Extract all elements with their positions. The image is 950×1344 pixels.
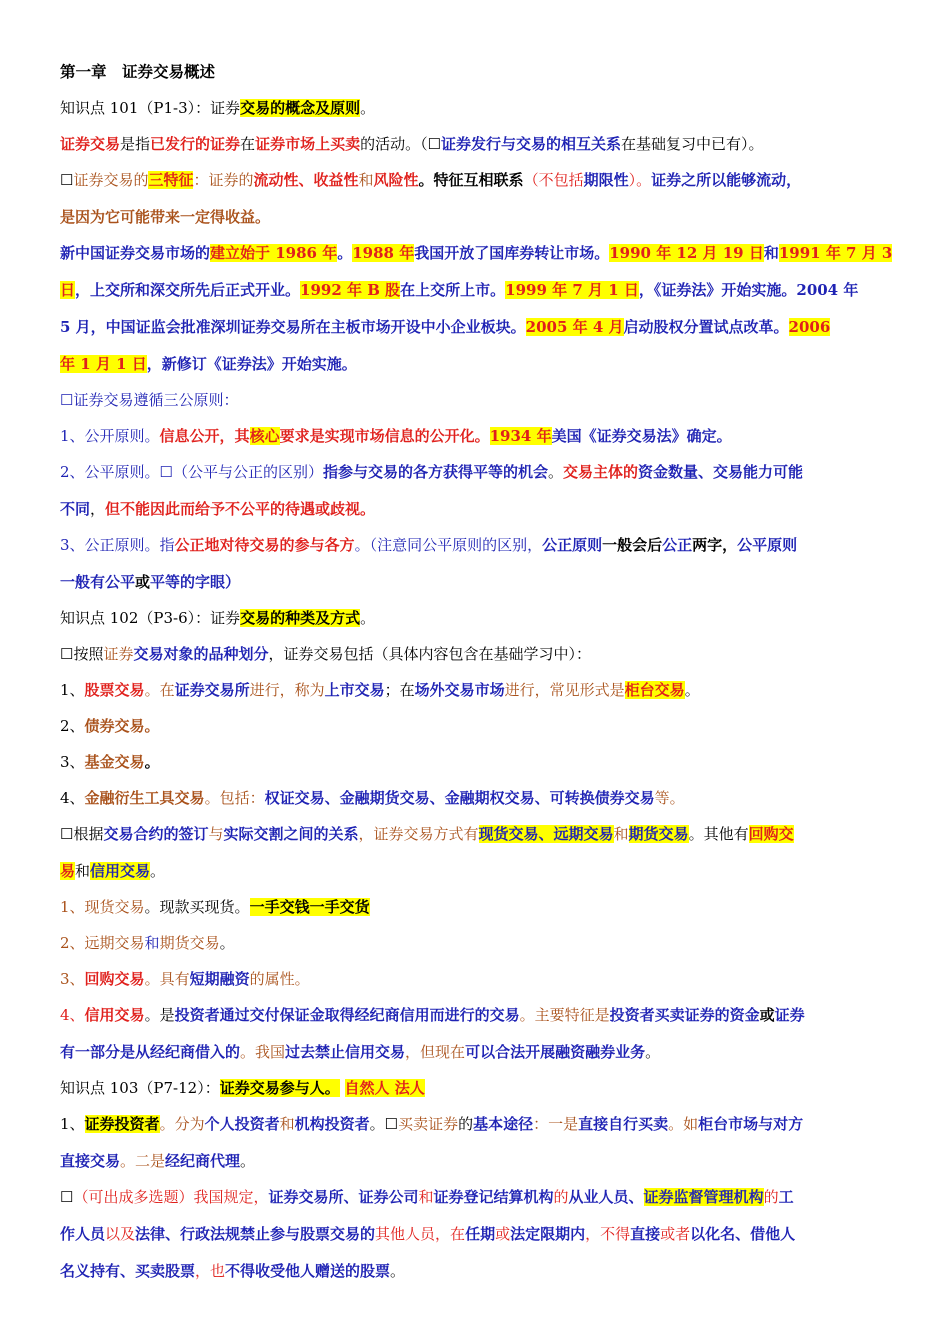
text-run: 场外交易市场	[414, 681, 505, 699]
text-run: 一般有	[60, 573, 106, 591]
highlighted-text: 柜台交易	[624, 681, 685, 699]
text-run: 和	[613, 825, 629, 843]
text-run: 是指	[120, 135, 151, 153]
text-run: 的	[458, 1115, 474, 1133]
text-run: 与	[208, 825, 224, 843]
text-run: 4、	[60, 789, 85, 807]
text-line	[60, 1151, 900, 1171]
text-run: 4、	[60, 1006, 85, 1024]
text-run: 从业人员、	[568, 1188, 644, 1206]
text-run: 证券交易所	[174, 681, 250, 699]
text-run: ，上交所和深交所先后正式开业。	[75, 281, 301, 299]
text-line	[60, 98, 900, 118]
text-run: ；在	[384, 681, 415, 699]
text-run: 经纪商代理	[165, 1152, 241, 1170]
text-run: 1、	[60, 1115, 85, 1133]
text-line	[60, 572, 900, 592]
text-run: 。现款买现货。	[144, 898, 250, 916]
text-line	[60, 317, 900, 337]
text-run: （可出成多选题）我国规定，	[73, 1188, 269, 1206]
text-line	[60, 354, 900, 374]
text-line	[60, 134, 900, 154]
text-line	[60, 1224, 900, 1244]
text-run: 。特征互相联系	[418, 171, 524, 189]
text-run: 两字，	[692, 536, 738, 554]
text-run: 直接交易	[60, 1152, 121, 1170]
text-run: 可以合法开展融资融券业务	[465, 1043, 646, 1061]
text-line	[60, 1114, 900, 1134]
text-line	[60, 680, 900, 700]
text-run: 。☐	[369, 1115, 399, 1133]
text-run: 和	[358, 171, 374, 189]
text-run: 要求是实现市场信息的公开化。	[279, 427, 490, 445]
text-run: 2、	[60, 717, 85, 735]
text-run: 。其他有	[688, 825, 749, 843]
text-run: 或	[759, 1006, 775, 1024]
text-run: 指参与交易的各方获得平等的机会	[323, 463, 549, 481]
text-run: 知识点 103（P7-12）：	[60, 1079, 220, 1097]
text-run: 作人员	[60, 1225, 106, 1243]
highlighted-text: 核心	[249, 427, 280, 445]
text-run: 短期融资	[189, 970, 250, 988]
text-run: 和	[763, 244, 779, 262]
text-run: 和	[75, 862, 91, 880]
text-line	[60, 1187, 900, 1207]
text-run: 工	[778, 1188, 794, 1206]
text-run: ☐按照	[60, 645, 104, 663]
text-run: 实际交割之间的关系	[223, 825, 359, 843]
text-run: 。具有	[144, 970, 190, 988]
highlighted-text: 期货交易	[628, 825, 689, 843]
text-run: ，	[90, 500, 106, 518]
text-run: 投资者通过交付保证金取得经纪商信用而进行的交易	[174, 1006, 520, 1024]
text-run: 是因为它可能带来一定得收益。	[60, 208, 271, 226]
text-run: 法定限期内	[510, 1225, 586, 1243]
text-run: 知识点 101（P1-3）：证券	[60, 99, 241, 117]
text-line	[60, 1005, 900, 1025]
text-run: 2、远期交易	[60, 934, 145, 952]
text-run: 或	[495, 1225, 511, 1243]
highlighted-text: 2006	[788, 318, 831, 336]
text-line	[60, 1042, 900, 1062]
text-run: 1、现货交易	[60, 898, 145, 916]
text-run: 1、	[60, 681, 85, 699]
text-run: 交易对象的品种划分	[133, 645, 269, 663]
text-run: 机构投资者	[294, 1115, 370, 1133]
text-run: 期限性	[583, 171, 629, 189]
text-run: 进行，称为	[249, 681, 325, 699]
text-run: 。	[150, 862, 166, 880]
text-run: 以及	[105, 1225, 136, 1243]
highlighted-text: 建立始于 1986 年	[210, 244, 338, 262]
text-run: 交易主体的	[563, 463, 639, 481]
text-run: 金融衍生工具交易	[84, 789, 205, 807]
text-run: ：一是	[533, 1115, 579, 1133]
highlighted-text: 回购交	[748, 825, 794, 843]
text-run: 有一部分是从经纪商借入的	[60, 1043, 241, 1061]
text-run: 一般会后	[602, 536, 663, 554]
highlighted-text: 1991 年 7 月 3	[778, 244, 893, 262]
text-run: 证券	[774, 1006, 805, 1024]
text-run: ，证券交易包括（具体内容包含在基础学习中）：	[268, 645, 591, 663]
text-run: 基金交易	[84, 753, 145, 771]
text-run: 。	[360, 99, 376, 117]
text-run: 投资者买卖证券的资金	[609, 1006, 760, 1024]
text-run: 公平原则	[737, 536, 798, 554]
text-run: 法律、行政法规禁止参与股票交易的	[135, 1225, 376, 1243]
text-run: 信用交易	[84, 1006, 145, 1024]
text-line	[60, 280, 900, 300]
text-run: 新中国证券交易市场的	[60, 244, 211, 262]
text-run: ：证券的	[193, 171, 254, 189]
text-run: 不同	[60, 500, 91, 518]
highlighted-text: 三特征	[148, 171, 194, 189]
text-line	[60, 788, 900, 808]
highlighted-text: 交易的概念及原则	[240, 99, 361, 117]
text-run: 。	[684, 681, 700, 699]
text-line	[60, 897, 900, 917]
highlighted-text: 1990 年 12 月 19 日	[609, 244, 764, 262]
text-run: 。我国	[240, 1043, 286, 1061]
text-run: 和	[144, 934, 160, 952]
text-run: 证券交易的	[73, 171, 149, 189]
text-run: 在	[240, 135, 256, 153]
text-run: 任期	[465, 1225, 496, 1243]
highlighted-text: 日	[60, 281, 76, 299]
text-line	[60, 243, 900, 263]
text-run: 公正	[662, 536, 693, 554]
text-run: 公正地对待交易的参与各方	[174, 536, 355, 554]
text-run: 我国开放了国库券转让市场。	[414, 244, 610, 262]
text-run: 其他人员，在	[375, 1225, 466, 1243]
text-run: 上市交易	[324, 681, 385, 699]
text-run: ☐根据	[60, 825, 104, 843]
text-run: 直接自行买卖	[578, 1115, 669, 1133]
text-run: （不包括	[523, 171, 584, 189]
text-run: 的属性。	[249, 970, 310, 988]
highlighted-text: 信用交易	[90, 862, 151, 880]
document-body	[60, 62, 900, 1281]
text-run: 在上交所上市。	[400, 281, 506, 299]
text-run: 。	[548, 463, 564, 481]
text-run: 证券市场上买卖	[255, 135, 361, 153]
text-run: 在基础复习中已有）。	[621, 135, 764, 153]
text-run: 。如	[668, 1115, 699, 1133]
text-run: 的	[763, 1188, 779, 1206]
text-run: ）。	[628, 171, 652, 189]
text-run: 过去禁止信用交易	[285, 1043, 406, 1061]
text-run: 。主要特征是	[519, 1006, 610, 1024]
text-run: 证券之所以能够流动，	[651, 171, 802, 189]
highlighted-text: 1934 年	[489, 427, 552, 445]
highlighted-text: 1988 年	[352, 244, 415, 262]
text-run: ，新修订《证券法》开始实施。	[146, 355, 357, 373]
text-run: ，《证券法》开始实施。2004 年	[638, 281, 859, 299]
text-line	[60, 426, 900, 446]
text-line	[60, 535, 900, 555]
text-run: 。是	[144, 1006, 175, 1024]
text-run: 已发行的证券	[150, 135, 241, 153]
text-run: 风险性	[373, 171, 419, 189]
text-run: 直接	[630, 1225, 661, 1243]
highlighted-text: 年 1 月 1 日	[60, 355, 147, 373]
text-run: 。	[360, 609, 376, 627]
highlighted-text: 证券投资者	[84, 1115, 160, 1133]
text-run: 。在	[144, 681, 175, 699]
text-run: 。	[337, 244, 353, 262]
text-run: 。	[390, 1262, 406, 1280]
text-run: 3、公正原则。指	[60, 536, 175, 554]
text-run: 或者	[660, 1225, 691, 1243]
highlighted-text: 一手交钱一手交货	[249, 898, 370, 916]
text-line	[60, 824, 900, 844]
text-run: 2、公平原则。☐（公平与公正的区别）	[60, 463, 323, 481]
text-run: 。（注意同公平原则的区别，	[354, 536, 543, 554]
text-run: 和	[418, 1188, 434, 1206]
text-run: 柜台市场与对方	[698, 1115, 804, 1133]
text-run: 公平	[105, 573, 136, 591]
text-line	[60, 752, 900, 772]
text-run: 不得收受他人赠送的股票	[225, 1262, 391, 1280]
text-run: 。二是	[120, 1152, 166, 1170]
highlighted-text: 1999 年 7 月 1 日	[505, 281, 639, 299]
text-run: 。	[219, 934, 235, 952]
text-run: 资金数量、交易能力可能	[638, 463, 804, 481]
text-run: 1、公开原则。	[60, 427, 160, 445]
text-run: 个人投资者	[204, 1115, 280, 1133]
text-line	[60, 1261, 900, 1281]
text-run: 买卖证券	[398, 1115, 459, 1133]
text-run: 债券交易。	[84, 717, 160, 735]
text-run: ，证券交易方式有	[358, 825, 479, 843]
text-line	[60, 1078, 900, 1098]
text-line	[60, 170, 900, 190]
text-run: 证券交易	[60, 135, 121, 153]
text-run: 期货交易	[159, 934, 220, 952]
text-run: ，不得	[585, 1225, 631, 1243]
text-run: ☐	[60, 1188, 74, 1206]
text-run: ☐	[60, 171, 74, 189]
text-line	[60, 390, 900, 410]
text-run: 。	[645, 1043, 661, 1061]
text-run: 权证交易、金融期货交易、金融期权交易、可转换债券交易	[264, 789, 655, 807]
text-run: 和	[279, 1115, 295, 1133]
text-run: 证券交易所、证券公司	[268, 1188, 419, 1206]
text-run: 。包括：	[204, 789, 265, 807]
text-run: 回购交易	[84, 970, 145, 988]
text-line	[60, 644, 900, 664]
text-line	[60, 207, 900, 227]
highlighted-text: 证券交易参与人。	[219, 1079, 340, 1097]
text-run: 证券发行与交易的相互关系	[441, 135, 622, 153]
text-line	[60, 608, 900, 628]
text-run: 但不能因此而给予不公平的待遇或歧视。	[105, 500, 376, 518]
text-run: 交易合约的签订	[103, 825, 209, 843]
text-run: 流动性、收益性	[253, 171, 359, 189]
text-run: 名义持有、买卖股票	[60, 1262, 196, 1280]
text-run: 。分为	[159, 1115, 205, 1133]
highlighted-text: 交易的种类及方式	[240, 609, 361, 627]
text-run: 。	[144, 753, 160, 771]
text-run: 证券	[103, 645, 134, 663]
highlighted-text: 证券监督管理机构	[643, 1188, 764, 1206]
text-run: 基本途径	[473, 1115, 534, 1133]
text-line	[60, 969, 900, 989]
text-run: 等。	[654, 789, 685, 807]
text-line	[60, 933, 900, 953]
text-run: 信息公开，其	[159, 427, 250, 445]
text-run: 5 月，中国证监会批准深圳证券交易所在主板市场开设中小企业板块。	[60, 318, 526, 336]
text-run: 的	[553, 1188, 569, 1206]
text-run: 平等的字眼）	[150, 573, 241, 591]
highlighted-text: 自然人 法人	[344, 1079, 425, 1097]
text-line	[60, 462, 900, 482]
text-run: 启动股权分置试点改革。	[623, 318, 789, 336]
text-run: 以化名、借他人	[690, 1225, 796, 1243]
highlighted-text: 现货交易、远期交易	[478, 825, 614, 843]
highlighted-text: 易	[60, 862, 76, 880]
text-run: 知识点 102（P3-6）：证券	[60, 609, 241, 627]
text-run: 证券登记结算机构	[433, 1188, 554, 1206]
highlighted-text: 1992 年 B 股	[300, 281, 401, 299]
text-run: ，但现在	[405, 1043, 466, 1061]
text-run: 股票交易	[84, 681, 145, 699]
text-run: ，也	[195, 1262, 226, 1280]
text-run: 美国《证券交易法》确定。	[551, 427, 732, 445]
text-run: 或	[135, 573, 151, 591]
text-run: 进行，常见形式是	[504, 681, 625, 699]
text-run: 公正原则	[542, 536, 603, 554]
text-run: ☐证券交易遵循三公原则：	[60, 391, 239, 409]
text-line	[60, 62, 900, 82]
highlighted-text: 2005 年 4 月	[525, 318, 624, 336]
text-line	[60, 861, 900, 881]
text-run: 。	[240, 1152, 256, 1170]
text-run: 3、	[60, 753, 85, 771]
text-line	[60, 499, 900, 519]
text-run: 的活动。（☐	[360, 135, 442, 153]
text-run: 3、	[60, 970, 85, 988]
text-run: 第一章 证券交易概述	[60, 62, 216, 81]
text-run	[340, 1079, 345, 1097]
text-line	[60, 716, 900, 736]
